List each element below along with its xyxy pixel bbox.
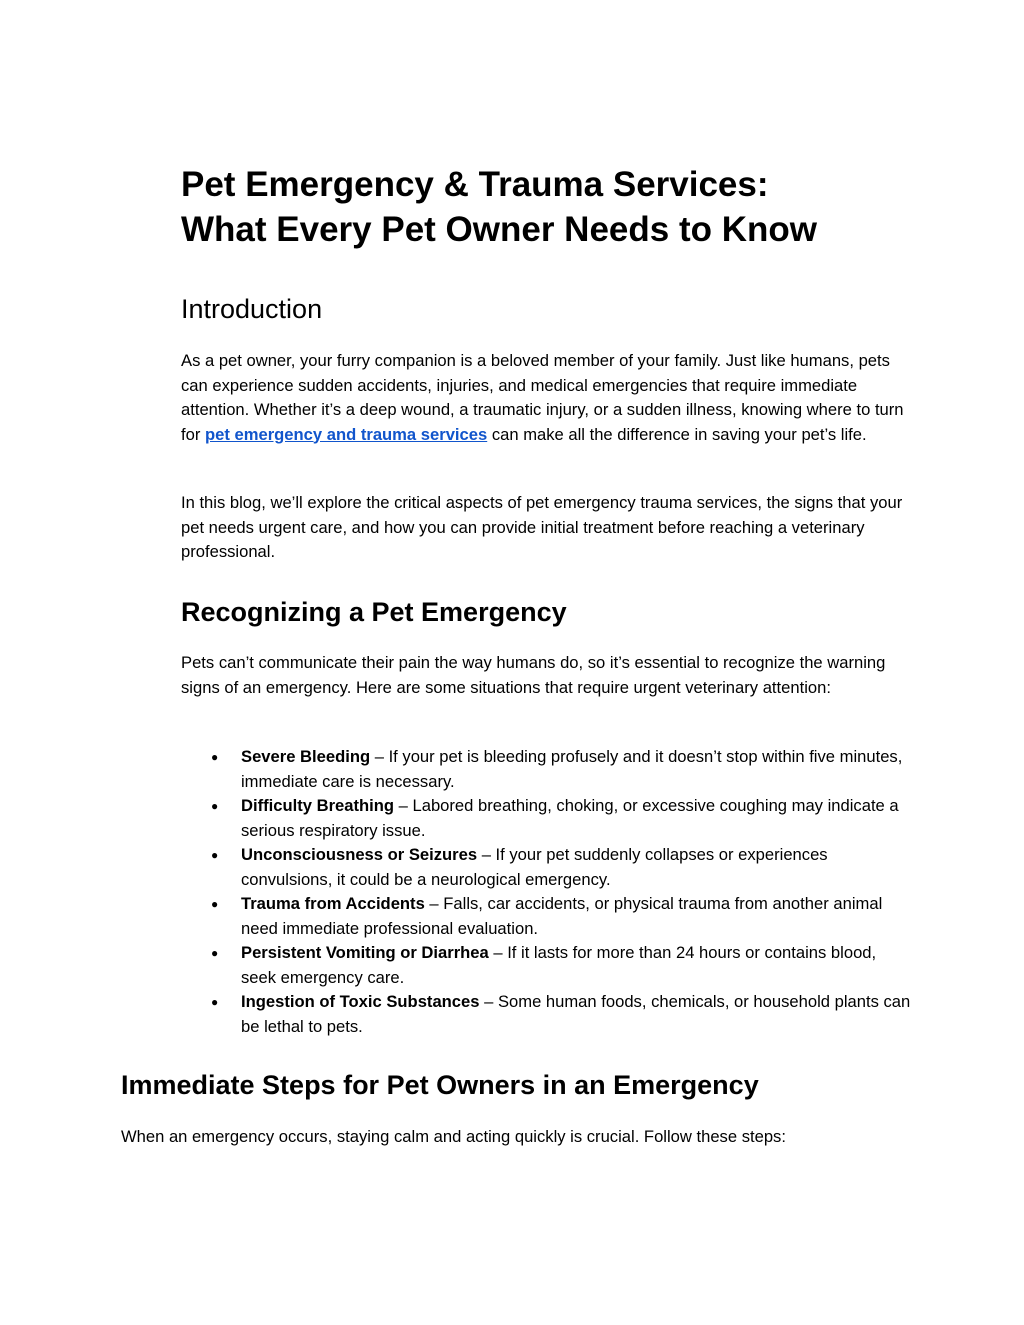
list-item bbox=[181, 794, 911, 843]
immediate-steps-paragraph: When an emergency occurs, staying calm and acting quickly is crucial. Follow these steps: bbox=[121, 1127, 786, 1146]
list-item-description: – Falls, car accidents, or physical trauma from another animal need immediate professional evaluation. bbox=[241, 894, 883, 938]
list-item-description: – If it lasts for more than 24 hours or contains blood, seek emergency care. bbox=[241, 943, 877, 987]
list-item bbox=[181, 941, 911, 990]
introduction-heading: Introduction bbox=[181, 294, 323, 324]
list-item-term: Severe Bleeding bbox=[241, 747, 371, 766]
page-title bbox=[181, 162, 941, 252]
bullet-icon: ● bbox=[211, 897, 219, 911]
list-item-term: Trauma from Accidents bbox=[241, 894, 425, 913]
bullet-icon: ● bbox=[211, 750, 219, 764]
introduction-paragraph-2: In this blog, we’ll explore the critical aspects of pet emergency trauma services, the signs that your pet needs urgent care, and how you can provide initial treatment before reaching a veterinary professional. bbox=[181, 493, 903, 561]
pet-emergency-services-link[interactable]: pet emergency and trauma services bbox=[204, 424, 488, 444]
list-item bbox=[181, 892, 911, 941]
recognizing-emergency-heading: Recognizing a Pet Emergency bbox=[181, 597, 567, 627]
emergency-signs-list bbox=[181, 745, 911, 1039]
bullet-icon: ● bbox=[211, 848, 219, 862]
list-item-term: Ingestion of Toxic Substances bbox=[241, 992, 480, 1011]
list-item-term: Difficulty Breathing bbox=[241, 796, 395, 815]
title-line-2: What Every Pet Owner Needs to Know bbox=[181, 210, 817, 249]
intro-text-after-link: can make all the difference in saving your pet’s life. bbox=[487, 424, 867, 444]
list-item-term: Unconsciousness or Seizures bbox=[241, 845, 478, 864]
list-item bbox=[181, 990, 911, 1039]
immediate-steps-heading: Immediate Steps for Pet Owners in an Emergency bbox=[121, 1070, 759, 1100]
title-line-1: Pet Emergency & Trauma Services: bbox=[181, 165, 769, 204]
list-item bbox=[181, 745, 911, 794]
list-item bbox=[181, 843, 911, 892]
list-item-description: – Labored breathing, choking, or excessive coughing may indicate a serious respiratory issue. bbox=[241, 796, 899, 840]
introduction-paragraph-1 bbox=[181, 349, 907, 447]
list-item-description: – If your pet is bleeding profusely and it doesn’t stop within five minutes, immediate care is necessary. bbox=[241, 747, 903, 791]
intro-text-before-link: As a pet owner, your furry companion is a beloved member of your family. Just like humans, pets can experience sudden accidents, injuries, and medical emergencies that require immediate attention. Whether it’s a deep wound, a traumatic injury, or a sudden illness, knowing where to turn for bbox=[181, 351, 904, 444]
recognizing-paragraph: Pets can’t communicate their pain the way humans do, so it’s essential to recognize the warning signs of an emergency. Here are some situations that require urgent veterinary attention: bbox=[181, 653, 886, 697]
list-item-description: – If your pet suddenly collapses or experiences convulsions, it could be a neurological emergency. bbox=[241, 845, 828, 889]
list-item-term: Persistent Vomiting or Diarrhea bbox=[241, 943, 489, 962]
bullet-icon: ● bbox=[211, 799, 219, 813]
bullet-icon: ● bbox=[211, 946, 219, 960]
bullet-icon: ● bbox=[211, 995, 219, 1009]
list-item-description: – Some human foods, chemicals, or household plants can be lethal to pets. bbox=[241, 992, 911, 1036]
